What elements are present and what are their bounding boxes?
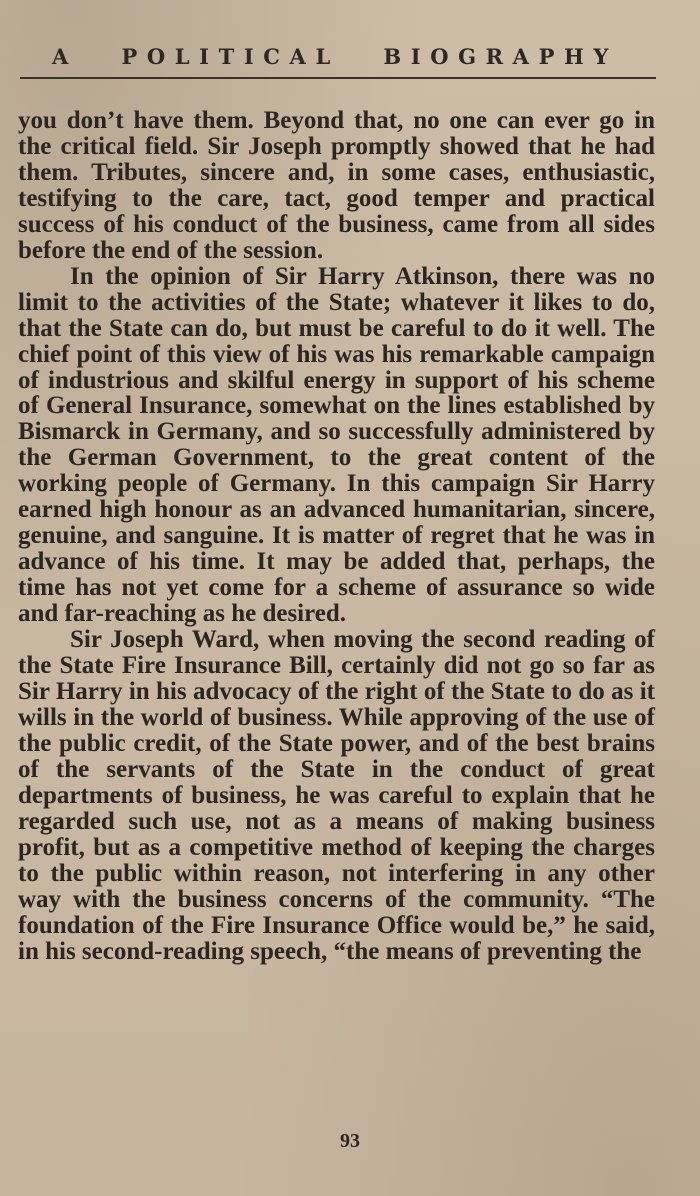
paragraph-3: Sir Joseph Ward, when moving the second reading of the State Fire Insurance Bill, certainly did not go so far as Sir Harry in his advocacy of the right of the State to do as it wills in the world of business. While approving of the use of the public credit, of the State power, and of the best brains of the servants of the State in the conduct of great departments of business, he was careful to explain that he regarded such use, not as a means of making business profit, but as a competitive method of keeping the charges to the public within reason, not interfering in any other way with the business concerns of the community. “The foundation of the Fire Insurance Office would be,” he said, in his second-reading speech, “the means of preventing the — [18, 626, 655, 965]
body-text — [18, 108, 655, 964]
running-head-word-political: POLITICAL — [121, 44, 340, 69]
header-rule — [20, 77, 656, 79]
running-head-word-a: A — [52, 44, 78, 69]
page-number: 93 — [340, 1130, 360, 1152]
running-head-title — [52, 44, 618, 69]
paragraph-2: In the opinion of Sir Harry Atkinson, there was no limit to the activities of the State; whatever it likes to do, that the State can do, but must be careful to do it well. The chief point of this view of his was his remarkable campaign of industrious and skilful energy in support of his scheme of General Insurance, somewhat on the lines established by Bismarck in Germany, and so successfully administered by the German Government, to the great content of the working people of Germany. In this campaign Sir Harry earned high honour as an advanced humanitarian, sincere, genuine, and sanguine. It is matter of regret that he was in advance of his time. It may be added that, perhaps, the time has not yet come for a scheme of assurance so wide and far-reaching as he desired. — [18, 262, 655, 628]
running-header — [0, 40, 700, 76]
running-head-word-biography: BIOGRAPHY — [383, 44, 618, 69]
paragraph-1: you don’t have them. Beyond that, no one can ever go in the critical field. Sir Joseph promptly showed that he had them. Tributes, sincere and, in some cases, enthusiastic, testifying to the care, tact, good temper and practical success of his conduct of the business, came from all sides before the end of the session. — [18, 107, 655, 264]
